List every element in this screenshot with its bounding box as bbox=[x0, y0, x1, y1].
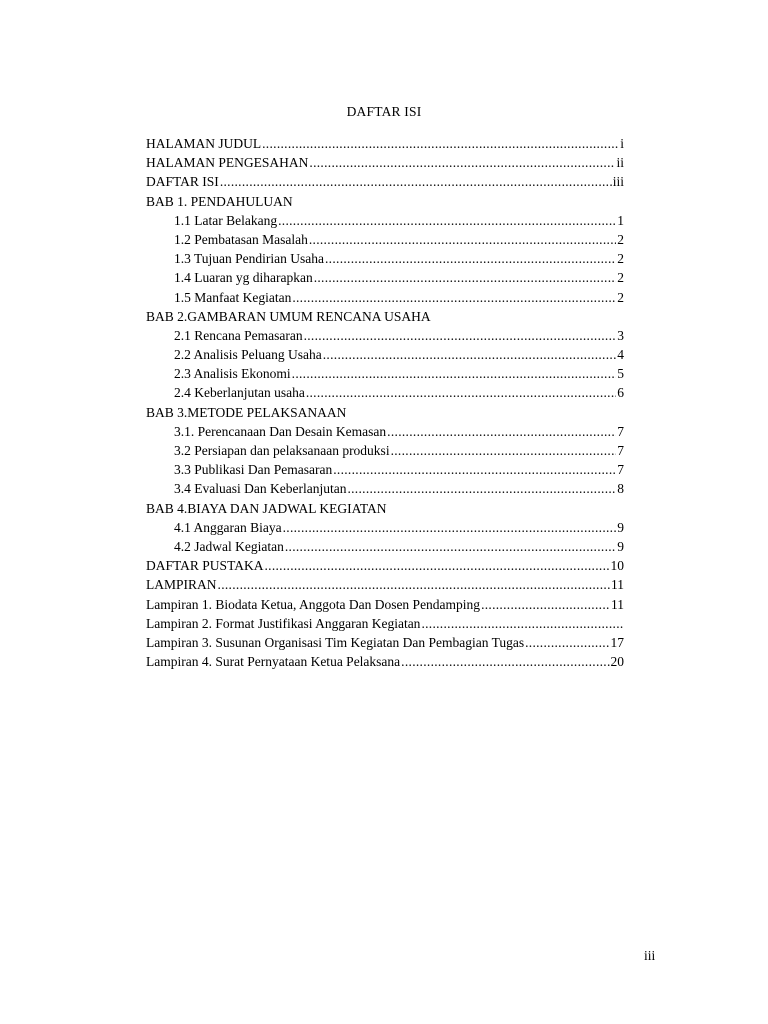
toc-section-heading bbox=[146, 499, 624, 518]
toc-entry bbox=[146, 614, 624, 633]
toc-entry-label: BAB 1. PENDAHULUAN bbox=[146, 193, 293, 209]
toc-dot-leader bbox=[391, 441, 617, 460]
toc-page-number: 2 bbox=[617, 289, 624, 305]
table-of-contents bbox=[146, 134, 624, 671]
toc-dot-leader bbox=[309, 230, 616, 249]
toc-dot-leader bbox=[325, 249, 616, 268]
toc-page-number: 20 bbox=[610, 654, 624, 670]
toc-page-number: 9 bbox=[617, 538, 624, 554]
toc-entry-label: DAFTAR ISI bbox=[146, 174, 219, 190]
toc-page-number: iii bbox=[612, 174, 624, 190]
toc-entry-label: 2.4 Keberlanjutan usaha bbox=[174, 385, 305, 401]
toc-page-number: 3 bbox=[617, 327, 624, 343]
toc-page-number: 11 bbox=[611, 577, 624, 593]
toc-dot-leader bbox=[306, 383, 616, 402]
toc-page-number: 7 bbox=[617, 423, 624, 439]
toc-dot-leader bbox=[264, 556, 609, 575]
toc-entry-label: 3.3 Publikasi Dan Pemasaran bbox=[174, 462, 333, 478]
toc-entry-label: 1.1 Latar Belakang bbox=[174, 212, 278, 228]
toc-page-number: ii bbox=[616, 155, 624, 171]
toc-entry bbox=[146, 249, 624, 268]
toc-entry-label: 1.4 Luaran yg diharapkan bbox=[174, 270, 313, 286]
toc-entry-label: 4.1 Anggaran Biaya bbox=[174, 519, 282, 535]
toc-entry bbox=[146, 364, 624, 383]
toc-dot-leader bbox=[323, 345, 617, 364]
toc-page-number: 7 bbox=[617, 443, 624, 458]
toc-entry-label: 2.1 Rencana Pemasaran bbox=[174, 327, 303, 343]
toc-dot-leader bbox=[292, 364, 617, 383]
toc-page-number: 11 bbox=[611, 596, 624, 612]
toc-page-number: 17 bbox=[610, 634, 624, 650]
toc-entry bbox=[146, 633, 624, 652]
toc-dot-leader bbox=[401, 652, 609, 671]
toc-dot-leader bbox=[304, 326, 617, 345]
toc-entry bbox=[146, 537, 624, 556]
toc-entry-label: BAB 3.METODE PELAKSANAAN bbox=[146, 404, 347, 420]
toc-entry bbox=[146, 518, 624, 537]
toc-entry-label: 4.2 Jadwal Kegiatan bbox=[174, 538, 284, 554]
toc-entry bbox=[146, 153, 624, 172]
toc-section-heading bbox=[146, 192, 624, 211]
page-number-footer: iii bbox=[644, 948, 656, 963]
toc-entry-label: 3.1. Perencanaan Dan Desain Kemasan bbox=[174, 423, 387, 439]
toc-dot-leader bbox=[278, 211, 616, 230]
toc-dot-leader bbox=[421, 614, 623, 633]
toc-page-number: 2 bbox=[617, 270, 624, 286]
toc-entry-label: 3.2 Persiapan dan pelaksanaan produksi bbox=[174, 443, 390, 458]
toc-entry-label: Lampiran 4. Surat Pernyataan Ketua Pelaksana bbox=[146, 654, 401, 670]
toc-entry-label: Lampiran 3. Susunan Organisasi Tim Kegiatan Dan Pembagian Tugas bbox=[146, 634, 525, 650]
toc-entry bbox=[146, 441, 624, 460]
toc-dot-leader bbox=[314, 268, 617, 287]
toc-entry-label: Lampiran 1. Biodata Ketua, Anggota Dan Dosen Pendamping bbox=[146, 596, 481, 612]
toc-dot-leader bbox=[285, 537, 616, 556]
toc-entry-label: 1.3 Tujuan Pendirian Usaha bbox=[174, 251, 324, 267]
toc-entry-label: HALAMAN PENGESAHAN bbox=[146, 155, 309, 171]
toc-dot-leader bbox=[283, 518, 617, 537]
toc-dot-leader bbox=[481, 595, 610, 614]
toc-page-number: 4 bbox=[617, 347, 624, 363]
toc-entry bbox=[146, 326, 624, 345]
toc-dot-leader bbox=[292, 288, 616, 307]
toc-page-number: 6 bbox=[617, 385, 624, 401]
toc-section-heading bbox=[146, 403, 624, 422]
toc-entry bbox=[146, 575, 624, 594]
toc-page-number: 2 bbox=[617, 251, 624, 267]
toc-entry bbox=[146, 422, 624, 441]
toc-entry bbox=[146, 556, 624, 575]
toc-page-number: 10 bbox=[610, 558, 624, 574]
toc-entry bbox=[146, 460, 624, 479]
toc-entry bbox=[146, 652, 624, 671]
toc-page-number: i bbox=[620, 136, 624, 151]
toc-dot-leader bbox=[333, 460, 616, 479]
toc-page-number: 9 bbox=[617, 519, 624, 535]
toc-entry-label: HALAMAN JUDUL bbox=[146, 136, 262, 151]
toc-entry bbox=[146, 479, 624, 498]
toc-page-number: 2 bbox=[617, 231, 624, 247]
toc-dot-leader bbox=[525, 633, 609, 652]
toc-entry-label: BAB 4.BIAYA DAN JADWAL KEGIATAN bbox=[146, 500, 387, 516]
toc-page-number: 1 bbox=[617, 212, 624, 228]
toc-entry bbox=[146, 134, 624, 153]
toc-entry-label: BAB 2.GAMBARAN UMUM RENCANA USAHA bbox=[146, 308, 431, 324]
toc-entry bbox=[146, 383, 624, 402]
toc-dot-leader bbox=[218, 575, 610, 594]
toc-page-number: 7 bbox=[617, 462, 624, 478]
toc-entry bbox=[146, 345, 624, 364]
toc-dot-leader bbox=[347, 479, 616, 498]
toc-entry-label: DAFTAR PUSTAKA bbox=[146, 558, 264, 574]
toc-entry-label: 1.5 Manfaat Kegiatan bbox=[174, 289, 292, 305]
toc-page-number: 5 bbox=[617, 366, 624, 382]
toc-entry bbox=[146, 268, 624, 287]
toc-entry-label: 2.2 Analisis Peluang Usaha bbox=[174, 347, 322, 363]
toc-entry bbox=[146, 595, 624, 614]
toc-page-number: 8 bbox=[617, 481, 624, 497]
toc-entry bbox=[146, 172, 624, 191]
toc-entry-label: 1.2 Pembatasan Masalah bbox=[174, 231, 308, 247]
toc-entry-label: LAMPIRAN bbox=[146, 577, 217, 593]
toc-section-heading bbox=[146, 307, 624, 326]
toc-entry-label: Lampiran 2. Format Justifikasi Anggaran Kegiatan bbox=[146, 615, 421, 631]
toc-entry-label: 3.4 Evaluasi Dan Keberlanjutan bbox=[174, 481, 347, 497]
toc-entry-label: 2.3 Analisis Ekonomi bbox=[174, 366, 291, 382]
toc-entry bbox=[146, 211, 624, 230]
toc-dot-leader bbox=[220, 172, 612, 191]
toc-dot-leader bbox=[262, 134, 619, 153]
page-title: DAFTAR ISI bbox=[346, 104, 422, 119]
toc-entry bbox=[146, 230, 624, 249]
toc-entry bbox=[146, 288, 624, 307]
toc-dot-leader bbox=[309, 153, 615, 172]
toc-dot-leader bbox=[387, 422, 616, 441]
